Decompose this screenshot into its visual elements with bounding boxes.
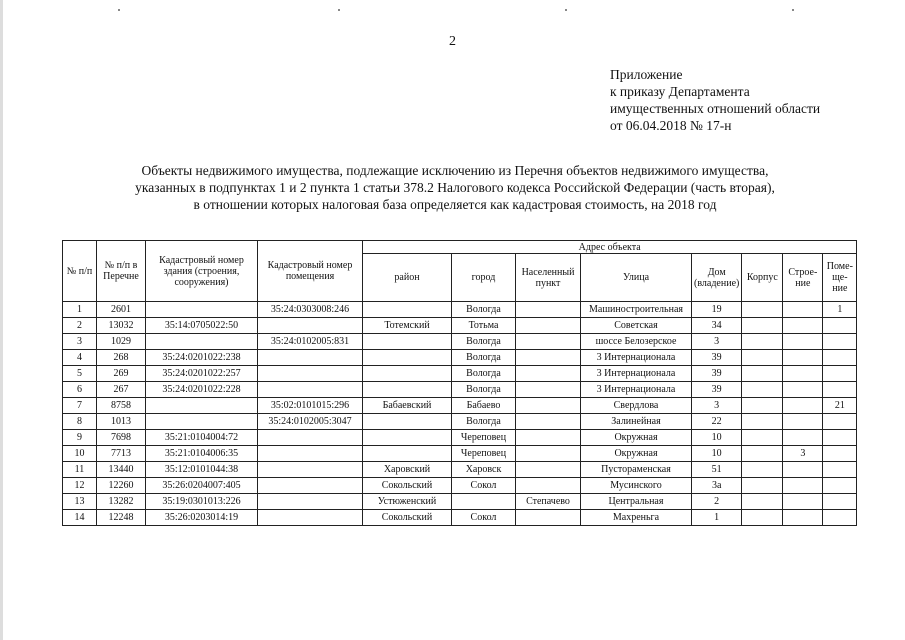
cell-district: [363, 334, 452, 350]
cell-street: Пустораменская: [581, 462, 692, 478]
cell-korpus: [742, 430, 783, 446]
appendix-block: [610, 66, 820, 134]
table-row: [63, 446, 857, 462]
header-room: Поме-ще-ние: [823, 254, 857, 302]
cell-stroenie: [783, 398, 823, 414]
cell-building-cadastral: 35:24:0201022:257: [146, 366, 258, 382]
cell-house: 39: [692, 382, 742, 398]
cell-num: 5: [63, 366, 97, 382]
cell-num: 2: [63, 318, 97, 334]
cell-room-cadastral: 35:24:0102005:831: [258, 334, 363, 350]
cell-city: Тотьма: [452, 318, 516, 334]
table-row: [63, 430, 857, 446]
cell-room-cadastral: [258, 462, 363, 478]
cell-street: 3 Интернационала: [581, 382, 692, 398]
cell-street: Центральная: [581, 494, 692, 510]
scan-speck: [118, 9, 120, 11]
cell-room-cadastral: [258, 430, 363, 446]
table-row: [63, 494, 857, 510]
cell-district: [363, 430, 452, 446]
cell-room: [823, 462, 857, 478]
header-city: город: [452, 254, 516, 302]
cell-street: Советская: [581, 318, 692, 334]
cell-korpus: [742, 414, 783, 430]
title-line: указанных в подпунктах 1 и 2 пункта 1 статьи 378.2 Налогового кодекса Российской Федерации (часть вторая),: [135, 180, 775, 195]
cell-room-cadastral: [258, 366, 363, 382]
cell-room: [823, 446, 857, 462]
cell-building-cadastral: [146, 414, 258, 430]
cell-num: 12: [63, 478, 97, 494]
cell-building-cadastral: [146, 302, 258, 318]
cell-num: 8: [63, 414, 97, 430]
table-row: [63, 414, 857, 430]
cell-building-cadastral: 35:26:0203014:19: [146, 510, 258, 526]
cell-korpus: [742, 462, 783, 478]
cell-korpus: [742, 350, 783, 366]
cell-house: 3: [692, 398, 742, 414]
cell-district: [363, 382, 452, 398]
cell-city: Вологда: [452, 350, 516, 366]
cell-num: 3: [63, 334, 97, 350]
cell-settlement: [516, 318, 581, 334]
cell-settlement: Степачево: [516, 494, 581, 510]
cell-settlement: [516, 350, 581, 366]
cell-house: 10: [692, 446, 742, 462]
table-row: [63, 462, 857, 478]
table-row: [63, 366, 857, 382]
table-row: [63, 302, 857, 318]
cell-house: 3: [692, 334, 742, 350]
cell-korpus: [742, 510, 783, 526]
cell-korpus: [742, 382, 783, 398]
cell-korpus: [742, 398, 783, 414]
title-line: в отношении которых налоговая база определяется как кадастровая стоимость, на 2018 год: [193, 197, 717, 212]
cell-building-cadastral: [146, 398, 258, 414]
table-row: [63, 478, 857, 494]
cell-num: 1: [63, 302, 97, 318]
header-num: № п/п: [63, 241, 97, 302]
cell-street: Мусинского: [581, 478, 692, 494]
cell-stroenie: [783, 494, 823, 510]
cell-building-cadastral: 35:21:0104004:72: [146, 430, 258, 446]
cell-street: 3 Интернационала: [581, 366, 692, 382]
cell-room: 1: [823, 302, 857, 318]
title-line: Объекты недвижимого имущества, подлежащие исключению из Перечня объектов недвижимого имущества,: [141, 163, 769, 178]
cell-settlement: [516, 398, 581, 414]
document-title: [60, 162, 850, 213]
appendix-line: Приложение: [610, 67, 683, 82]
cell-building-cadastral: 35:26:0204007:405: [146, 478, 258, 494]
cell-stroenie: [783, 350, 823, 366]
appendix-line: к приказу Департамента: [610, 84, 750, 99]
cell-house: 39: [692, 350, 742, 366]
cell-room: [823, 478, 857, 494]
cell-list-num: 13032: [97, 318, 146, 334]
cell-stroenie: [783, 414, 823, 430]
cell-num: 9: [63, 430, 97, 446]
cell-house: 19: [692, 302, 742, 318]
property-table: [62, 240, 857, 526]
cell-city: Вологда: [452, 302, 516, 318]
cell-room-cadastral: [258, 382, 363, 398]
cell-building-cadastral: 35:24:0201022:238: [146, 350, 258, 366]
cell-room: 21: [823, 398, 857, 414]
header-korpus: Корпус: [742, 254, 783, 302]
table-row: [63, 350, 857, 366]
cell-stroenie: [783, 462, 823, 478]
cell-korpus: [742, 478, 783, 494]
table-body: [63, 302, 857, 526]
header-settlement: Населенный пункт: [516, 254, 581, 302]
cell-stroenie: [783, 382, 823, 398]
cell-stroenie: [783, 510, 823, 526]
cell-list-num: 13440: [97, 462, 146, 478]
cell-num: 6: [63, 382, 97, 398]
cell-korpus: [742, 446, 783, 462]
cell-street: шоссе Белозерское: [581, 334, 692, 350]
cell-house: 34: [692, 318, 742, 334]
cell-num: 14: [63, 510, 97, 526]
cell-korpus: [742, 494, 783, 510]
cell-room: [823, 334, 857, 350]
cell-list-num: 13282: [97, 494, 146, 510]
cell-list-num: 2601: [97, 302, 146, 318]
page-number: 2: [449, 34, 456, 49]
table-row: [63, 318, 857, 334]
cell-building-cadastral: 35:19:0301013:226: [146, 494, 258, 510]
scan-speck: [338, 9, 340, 11]
cell-list-num: 12248: [97, 510, 146, 526]
cell-num: 10: [63, 446, 97, 462]
cell-settlement: [516, 478, 581, 494]
cell-room-cadastral: [258, 318, 363, 334]
cell-district: [363, 366, 452, 382]
cell-room-cadastral: 35:24:0303008:246: [258, 302, 363, 318]
cell-room: [823, 414, 857, 430]
cell-city: Бабаево: [452, 398, 516, 414]
cell-building-cadastral: 35:14:0705022:50: [146, 318, 258, 334]
header-district: район: [363, 254, 452, 302]
cell-stroenie: [783, 302, 823, 318]
cell-city: Сокол: [452, 510, 516, 526]
cell-stroenie: 3: [783, 446, 823, 462]
cell-settlement: [516, 462, 581, 478]
cell-stroenie: [783, 334, 823, 350]
cell-room: [823, 430, 857, 446]
table-row: [63, 334, 857, 350]
cell-list-num: 269: [97, 366, 146, 382]
cell-district: [363, 350, 452, 366]
cell-list-num: 1013: [97, 414, 146, 430]
cell-room: [823, 318, 857, 334]
cell-street: Окружная: [581, 446, 692, 462]
cell-room-cadastral: 35:02:0101015:296: [258, 398, 363, 414]
cell-city: Череповец: [452, 430, 516, 446]
cell-settlement: [516, 446, 581, 462]
cell-city: Вологда: [452, 334, 516, 350]
cell-building-cadastral: [146, 334, 258, 350]
cell-house: 51: [692, 462, 742, 478]
cell-stroenie: [783, 430, 823, 446]
cell-list-num: 1029: [97, 334, 146, 350]
cell-house: 3а: [692, 478, 742, 494]
cell-room-cadastral: [258, 510, 363, 526]
cell-city: Вологда: [452, 414, 516, 430]
scan-left-edge: [0, 0, 3, 640]
cell-house: 22: [692, 414, 742, 430]
cell-room-cadastral: [258, 446, 363, 462]
cell-city: Вологда: [452, 382, 516, 398]
cell-district: Сокольский: [363, 510, 452, 526]
cell-street: Свердлова: [581, 398, 692, 414]
cell-room: [823, 350, 857, 366]
cell-stroenie: [783, 318, 823, 334]
cell-street: Залинейная: [581, 414, 692, 430]
cell-building-cadastral: 35:24:0201022:228: [146, 382, 258, 398]
cell-num: 7: [63, 398, 97, 414]
cell-city: Харовск: [452, 462, 516, 478]
cell-street: Махреньга: [581, 510, 692, 526]
cell-list-num: 268: [97, 350, 146, 366]
cell-settlement: [516, 334, 581, 350]
cell-settlement: [516, 510, 581, 526]
cell-korpus: [742, 318, 783, 334]
cell-city: Череповец: [452, 446, 516, 462]
cell-city: [452, 494, 516, 510]
cell-room: [823, 510, 857, 526]
scan-speck: [792, 9, 794, 11]
cell-room-cadastral: [258, 350, 363, 366]
cell-korpus: [742, 366, 783, 382]
cell-building-cadastral: 35:21:0104006:35: [146, 446, 258, 462]
cell-city: Вологда: [452, 366, 516, 382]
cell-list-num: 12260: [97, 478, 146, 494]
cell-room-cadastral: [258, 494, 363, 510]
cell-street: 3 Интернационала: [581, 350, 692, 366]
cell-stroenie: [783, 478, 823, 494]
cell-district: [363, 414, 452, 430]
cell-room: [823, 494, 857, 510]
table-row: [63, 510, 857, 526]
cell-room-cadastral: 35:24:0102005:3047: [258, 414, 363, 430]
cell-list-num: 7713: [97, 446, 146, 462]
header-stroenie: Строе-ние: [783, 254, 823, 302]
cell-settlement: [516, 366, 581, 382]
header-address-group: Адрес объекта: [363, 241, 857, 254]
cell-korpus: [742, 302, 783, 318]
cell-korpus: [742, 334, 783, 350]
cell-list-num: 7698: [97, 430, 146, 446]
cell-district: Тотемский: [363, 318, 452, 334]
cell-num: 11: [63, 462, 97, 478]
cell-settlement: [516, 414, 581, 430]
cell-room: [823, 366, 857, 382]
cell-district: Сокольский: [363, 478, 452, 494]
cell-district: Бабаевский: [363, 398, 452, 414]
appendix-line: имущественных отношений области: [610, 101, 821, 116]
appendix-line: от 06.04.2018 № 17-н: [610, 118, 732, 133]
header-house: Дом (владение): [692, 254, 742, 302]
cell-district: [363, 446, 452, 462]
cell-house: 39: [692, 366, 742, 382]
cell-district: Харовский: [363, 462, 452, 478]
cell-street: Машиностроительная: [581, 302, 692, 318]
cell-list-num: 8758: [97, 398, 146, 414]
header-street: Улица: [581, 254, 692, 302]
scan-speck: [565, 9, 567, 11]
cell-settlement: [516, 382, 581, 398]
cell-district: [363, 302, 452, 318]
cell-house: 1: [692, 510, 742, 526]
cell-house: 10: [692, 430, 742, 446]
cell-num: 13: [63, 494, 97, 510]
table-row: [63, 398, 857, 414]
cell-street: Окружная: [581, 430, 692, 446]
header-room-cadastral: Кадастровый номер помещения: [258, 241, 363, 302]
header-list-num: № п/п в Перечне: [97, 241, 146, 302]
cell-city: Сокол: [452, 478, 516, 494]
cell-stroenie: [783, 366, 823, 382]
cell-building-cadastral: 35:12:0101044:38: [146, 462, 258, 478]
table-row: [63, 382, 857, 398]
cell-settlement: [516, 302, 581, 318]
cell-room-cadastral: [258, 478, 363, 494]
cell-settlement: [516, 430, 581, 446]
cell-district: Устюженский: [363, 494, 452, 510]
header-building-cadastral: Кадастровый номер здания (строения, сооружения): [146, 241, 258, 302]
cell-room: [823, 382, 857, 398]
cell-house: 2: [692, 494, 742, 510]
cell-list-num: 267: [97, 382, 146, 398]
cell-num: 4: [63, 350, 97, 366]
